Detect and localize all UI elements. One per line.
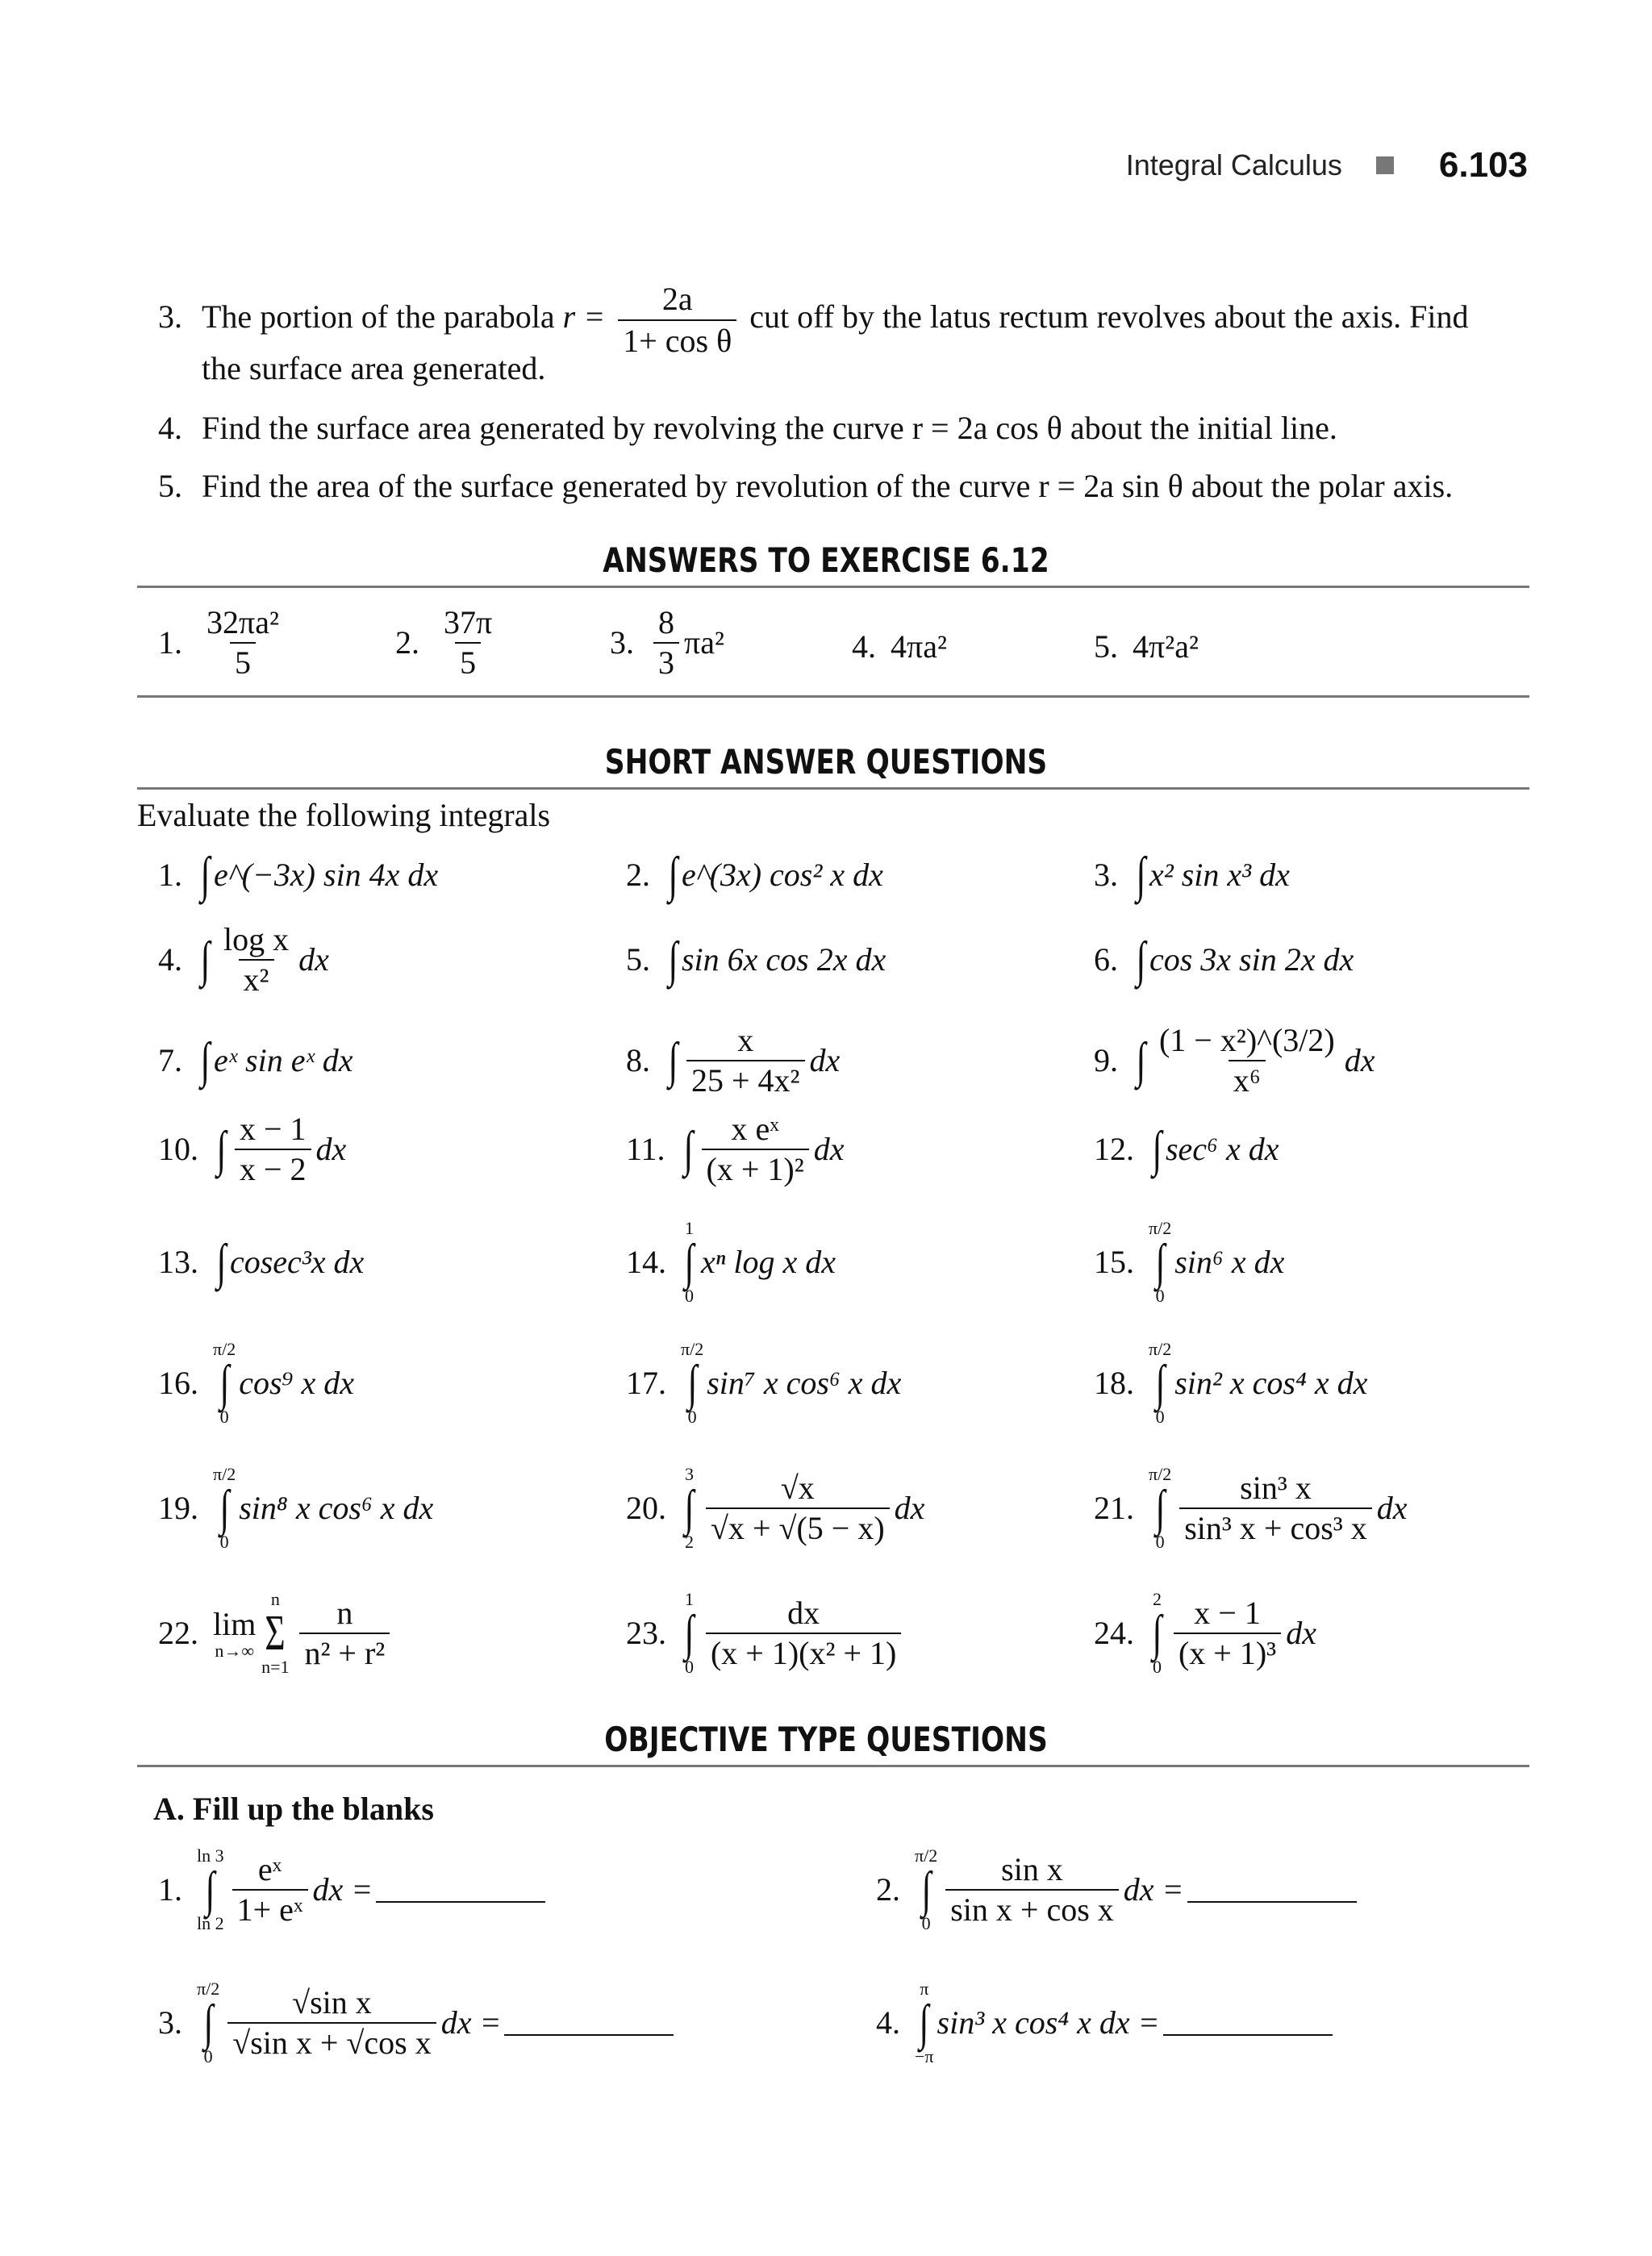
section-a-heading: A. Fill up the blanks <box>153 1791 434 1827</box>
list-item <box>626 924 886 996</box>
integrand-tail: dx <box>813 1131 845 1167</box>
summation-operator <box>259 1591 291 1676</box>
equation-lhs: r = <box>562 298 606 336</box>
list-item <box>158 1226 364 1299</box>
integrand: sin⁶ x dx <box>1174 1244 1285 1280</box>
item-number: 10. <box>158 1131 198 1167</box>
list-item <box>1094 924 1354 996</box>
answer-number: 3. <box>610 624 634 661</box>
definite-integral <box>197 1980 219 2066</box>
integrand: e^(3x) cos² x dx <box>681 857 883 893</box>
definite-integral <box>681 1591 698 1676</box>
list-item <box>626 1024 840 1097</box>
integrand: e^(−3x) sin 4x dx <box>213 857 439 893</box>
list-item <box>158 1847 545 1933</box>
integrand: xⁿ log x dx <box>700 1244 836 1280</box>
header-square-icon <box>1376 156 1394 174</box>
definite-integral <box>1149 1466 1171 1551</box>
question-text: Find the surface area generated by revolving the curve r = 2a cos θ about the initial line. <box>202 410 1337 446</box>
integrand-tail: dx <box>315 1131 347 1167</box>
upper-limit: ln 3 <box>197 1845 224 1866</box>
fraction-denominator: sin³ x + cos³ x <box>1179 1507 1372 1546</box>
integral-sign-icon: ∫ <box>1155 1235 1166 1290</box>
question-text: cut off by the latus rectum revolves about the axis. Find <box>749 298 1469 336</box>
fraction-denominator: √x + √(5 − x) <box>706 1507 890 1546</box>
answer-number: 1. <box>158 624 182 661</box>
lower-limit: 2 <box>684 1532 694 1552</box>
answers-heading: ANSWERS TO EXERCISE 6.12 <box>603 540 1049 580</box>
integrand-tail: dx = <box>312 1871 373 1908</box>
fraction-denominator: √sin x + √cos x <box>227 2022 436 2061</box>
definite-integral <box>197 1847 224 1933</box>
answer-fraction <box>653 605 679 681</box>
item-number: 12. <box>1094 1131 1134 1167</box>
integral-sign-icon: ∫ <box>205 1862 215 1917</box>
integrand: sin 6x cos 2x dx <box>681 941 886 978</box>
exercise-question-3-continued: the surface area generated. <box>202 350 546 386</box>
item-number: 6. <box>1094 941 1118 978</box>
list-item <box>158 1113 346 1186</box>
integrand: cos⁹ x dx <box>239 1365 354 1401</box>
integrand-fraction <box>299 1595 390 1671</box>
exercise-question-5 <box>158 468 1453 505</box>
integral-sign-icon: ∫ <box>684 1606 695 1661</box>
fraction-denominator: 25 + 4x² <box>686 1060 805 1099</box>
lower-limit: 0 <box>1152 1657 1162 1677</box>
answer-suffix: πa² <box>684 624 724 661</box>
fraction-numerator: sin x <box>1001 1851 1063 1887</box>
answer-fraction <box>439 605 497 681</box>
lower-limit: 0 <box>219 1407 229 1427</box>
fraction-numerator: eˣ <box>257 1851 282 1887</box>
question-number: 4. <box>158 410 182 446</box>
fraction-numerator: dx <box>787 1595 820 1631</box>
item-number: 18. <box>1094 1365 1134 1401</box>
lower-limit: 0 <box>1155 1532 1165 1552</box>
integral-sign-icon: ∫ <box>668 932 678 987</box>
item-number: 2. <box>876 1871 900 1908</box>
list-item <box>158 1589 394 1677</box>
item-number: 14. <box>626 1244 666 1280</box>
integrand-tail: dx <box>1286 1615 1316 1651</box>
list-item <box>876 1847 1357 1933</box>
list-item <box>626 1113 844 1186</box>
item-number: 20. <box>626 1490 666 1526</box>
integrand-tail: dx <box>894 1490 925 1526</box>
lower-limit: 0 <box>684 1657 694 1677</box>
item-number: 4. <box>158 941 182 978</box>
fraction-denominator: sin x + cos x <box>945 1889 1119 1928</box>
list-item <box>626 1589 906 1677</box>
integral-sign-icon: ∫ <box>919 1995 929 2050</box>
list-item <box>626 1464 925 1552</box>
list-item <box>1094 839 1290 911</box>
integrand-fraction <box>232 1852 308 1928</box>
integral-sign-icon: ∫ <box>216 1235 227 1290</box>
fraction-denominator: (x + 1)(x² + 1) <box>706 1633 901 1671</box>
integrand-tail: dx = <box>440 2004 502 2041</box>
definite-integral <box>213 1466 236 1551</box>
integrand-fraction <box>706 1470 890 1546</box>
answer-blank <box>1163 2010 1333 2036</box>
list-item <box>1094 1464 1408 1552</box>
integral-sign-icon: ∫ <box>921 1862 932 1917</box>
integrand-fraction <box>945 1852 1119 1928</box>
integrand-fraction <box>1179 1470 1372 1546</box>
upper-limit: 1 <box>684 1218 694 1238</box>
upper-limit: 2 <box>1152 1589 1162 1609</box>
integrand: sec⁶ x dx <box>1165 1131 1279 1167</box>
answer-value: 4π²a² <box>1133 628 1199 665</box>
exercise-question-3 <box>158 281 1469 360</box>
upper-limit: π/2 <box>1149 1218 1172 1238</box>
integral-sign-icon: ∫ <box>200 932 211 987</box>
list-item <box>1094 1024 1375 1097</box>
list-item <box>158 1339 354 1427</box>
lower-limit: 0 <box>203 2046 213 2066</box>
list-item <box>158 839 438 911</box>
question-text: Find the area of the surface generated by revolution of the curve r = 2a sin θ about the polar axis. <box>202 468 1454 504</box>
integrand: cosec³x dx <box>229 1244 365 1280</box>
answer-4 <box>852 629 947 665</box>
item-number: 15. <box>1094 1244 1134 1280</box>
sum-upper: n <box>270 1589 280 1609</box>
lower-limit: 0 <box>1155 1286 1165 1306</box>
item-number: 1. <box>158 1871 182 1908</box>
integral-sign-icon: ∫ <box>1152 1606 1162 1661</box>
divider <box>137 695 1529 698</box>
item-number: 21. <box>1094 1490 1134 1526</box>
fraction-numerator: n <box>336 1595 353 1631</box>
fraction-denominator: x² <box>239 959 274 998</box>
item-number: 23. <box>626 1615 666 1651</box>
upper-limit: π/2 <box>213 1464 236 1484</box>
integral-sign-icon: ∫ <box>1152 1122 1162 1177</box>
header-title: Integral Calculus <box>1125 148 1342 181</box>
integrand-fraction <box>235 1111 311 1187</box>
item-number: 3. <box>158 2004 182 2041</box>
answer-blank <box>376 1877 545 1903</box>
fraction-denominator: n² + r² <box>299 1633 390 1671</box>
fraction-denominator: (x + 1)³ <box>1174 1633 1281 1671</box>
item-number: 16. <box>158 1365 198 1401</box>
definite-integral <box>681 1466 698 1551</box>
fraction-numerator: 8 <box>658 604 674 640</box>
fraction-numerator: x − 1 <box>239 1111 307 1147</box>
definite-integral <box>915 1980 934 2066</box>
fraction-denominator: 1+ cos θ <box>618 319 736 360</box>
upper-limit: π/2 <box>1149 1464 1172 1484</box>
integrand: eˣ sin eˣ dx <box>213 1042 353 1078</box>
integrand-fraction <box>219 922 294 998</box>
fraction-numerator: 2a <box>661 281 693 317</box>
sigma-icon: Σ <box>265 1606 286 1661</box>
integrand: cos 3x sin 2x dx <box>1149 941 1354 978</box>
running-header <box>1126 145 1528 186</box>
integrand-tail: dx = <box>1123 1871 1184 1908</box>
integrand-tail: dx <box>298 941 329 978</box>
list-item <box>1094 1339 1368 1427</box>
definite-integral <box>681 1341 703 1426</box>
upper-limit: π <box>920 1979 929 1999</box>
limit-operator <box>213 1607 256 1660</box>
fraction-denominator: x⁶ <box>1229 1060 1266 1099</box>
item-number: 1. <box>158 857 182 893</box>
definite-integral <box>681 1220 698 1305</box>
divider <box>137 787 1529 790</box>
integral-sign-icon: ∫ <box>219 1356 230 1411</box>
item-number: 11. <box>626 1131 665 1167</box>
item-number: 4. <box>876 2004 900 2041</box>
answer-fraction <box>202 605 284 681</box>
integral-sign-icon: ∫ <box>683 1122 693 1177</box>
definite-integral <box>1149 1341 1171 1426</box>
short-answer-intro: Evaluate the following integrals <box>137 797 551 833</box>
integrand-fraction <box>702 1111 809 1187</box>
integrand: sin² x cos⁴ x dx <box>1174 1365 1368 1401</box>
list-item <box>1094 1589 1316 1677</box>
limit-label: lim <box>213 1606 257 1642</box>
list-item <box>158 1464 434 1552</box>
fraction-denominator: 5 <box>230 642 256 681</box>
lower-limit: 0 <box>684 1286 694 1306</box>
answer-number: 5. <box>1094 628 1118 665</box>
integrand-tail: dx <box>1344 1042 1375 1078</box>
integral-sign-icon: ∫ <box>216 1122 227 1177</box>
lower-limit: 0 <box>1155 1407 1165 1427</box>
short-answer-heading: SHORT ANSWER QUESTIONS <box>604 742 1048 782</box>
objective-heading: OBJECTIVE TYPE QUESTIONS <box>604 1720 1048 1759</box>
integrand-tail: dx <box>1376 1490 1408 1526</box>
integrand-fraction <box>706 1595 901 1671</box>
integrand: sin³ x cos⁴ x dx = <box>937 2004 1160 2041</box>
fraction-numerator: x <box>737 1022 754 1058</box>
fraction-numerator: (1 − x²)^(3/2) <box>1158 1022 1335 1058</box>
definite-integral <box>1149 1220 1171 1305</box>
integral-sign-icon: ∫ <box>1155 1356 1166 1411</box>
integral-sign-icon: ∫ <box>684 1235 695 1290</box>
fraction-numerator: log x <box>223 921 290 957</box>
exercise-question-4 <box>158 410 1337 447</box>
list-item <box>1094 1113 1279 1186</box>
answer-2 <box>395 605 502 681</box>
definite-integral <box>1149 1591 1166 1676</box>
definite-integral <box>915 1847 937 1933</box>
list-item <box>158 1024 353 1097</box>
item-number: 8. <box>626 1042 650 1078</box>
upper-limit: 1 <box>684 1589 694 1609</box>
upper-limit: π/2 <box>197 1979 220 1999</box>
integral-sign-icon: ∫ <box>200 848 211 903</box>
integral-sign-icon: ∫ <box>1136 932 1146 987</box>
integral-sign-icon: ∫ <box>200 1033 211 1088</box>
limit-subscript: n→∞ <box>215 1641 255 1661</box>
integrand: sin⁸ x cos⁶ x dx <box>239 1490 434 1526</box>
lower-limit: −π <box>915 2046 934 2066</box>
fraction-denominator: (x + 1)² <box>702 1149 809 1187</box>
upper-limit: π/2 <box>1149 1339 1172 1359</box>
integral-sign-icon: ∫ <box>1136 848 1146 903</box>
fraction-numerator: √sin x <box>292 1984 372 2020</box>
list-item <box>158 921 329 998</box>
item-number: 7. <box>158 1042 182 1078</box>
integral-sign-icon: ∫ <box>203 1995 214 2050</box>
lower-limit: ln 2 <box>197 1913 224 1933</box>
integrand-fraction <box>227 1985 436 2061</box>
fraction-numerator: 37π <box>444 604 493 640</box>
lower-limit: 0 <box>687 1407 697 1427</box>
fraction-denominator: 5 <box>455 642 481 681</box>
list-item <box>876 1980 1333 2066</box>
item-number: 5. <box>626 941 650 978</box>
answer-number: 2. <box>395 624 419 661</box>
item-number: 9. <box>1094 1042 1118 1078</box>
item-number: 3. <box>1094 857 1118 893</box>
integrand-fraction <box>1174 1595 1281 1671</box>
list-item <box>1094 1218 1285 1306</box>
page-number: 6.103 <box>1438 145 1528 185</box>
integrand-fraction <box>1154 1023 1340 1099</box>
list-item <box>158 1980 674 2066</box>
fraction-denominator: 3 <box>653 642 679 681</box>
fraction-numerator: √x <box>780 1470 815 1506</box>
fraction-numerator: x − 1 <box>1194 1595 1261 1631</box>
sum-lower: n=1 <box>261 1657 290 1677</box>
answer-blank <box>504 2010 674 2036</box>
answer-3 <box>610 605 724 681</box>
integral-sign-icon: ∫ <box>668 1033 678 1088</box>
upper-limit: π/2 <box>681 1339 704 1359</box>
integral-sign-icon: ∫ <box>684 1481 695 1536</box>
answer-value: 4πa² <box>891 628 947 665</box>
item-number: 17. <box>626 1365 666 1401</box>
integral-sign-icon: ∫ <box>1136 1033 1146 1088</box>
upper-limit: 3 <box>684 1464 694 1484</box>
item-number: 13. <box>158 1244 198 1280</box>
answer-blank <box>1187 1877 1357 1903</box>
answer-number: 4. <box>852 628 876 665</box>
question-number: 3. <box>158 298 182 336</box>
item-number: 22. <box>158 1615 198 1651</box>
fraction-denominator: x − 2 <box>235 1149 311 1187</box>
divider <box>137 586 1529 588</box>
integral-sign-icon: ∫ <box>687 1356 698 1411</box>
lower-limit: 0 <box>219 1532 229 1552</box>
fraction-numerator: x eˣ <box>731 1111 779 1147</box>
divider <box>137 1765 1529 1767</box>
answer-5 <box>1094 629 1199 665</box>
upper-limit: π/2 <box>915 1845 938 1866</box>
integral-sign-icon: ∫ <box>219 1481 230 1536</box>
integral-sign-icon: ∫ <box>1155 1481 1166 1536</box>
integral-sign-icon: ∫ <box>668 848 678 903</box>
item-number: 19. <box>158 1490 198 1526</box>
upper-limit: π/2 <box>213 1339 236 1359</box>
integrand-fraction <box>686 1023 805 1099</box>
lower-limit: 0 <box>921 1913 931 1933</box>
definite-integral <box>213 1341 236 1426</box>
integrand-tail: dx <box>809 1042 841 1078</box>
answer-1 <box>158 605 289 681</box>
fraction-numerator: sin³ x <box>1240 1470 1312 1506</box>
integrand: x² sin x³ dx <box>1149 857 1290 893</box>
list-item <box>626 839 883 911</box>
list-item <box>626 1218 836 1306</box>
question-number: 5. <box>158 468 182 504</box>
item-number: 24. <box>1094 1615 1134 1651</box>
list-item <box>626 1339 902 1427</box>
integrand: sin⁷ x cos⁶ x dx <box>707 1365 902 1401</box>
item-number: 2. <box>626 857 650 893</box>
fraction-denominator: 1+ eˣ <box>232 1889 308 1928</box>
fraction-numerator: 32πa² <box>206 604 279 640</box>
question-text: The portion of the parabola <box>202 298 555 336</box>
fraction <box>618 281 736 360</box>
